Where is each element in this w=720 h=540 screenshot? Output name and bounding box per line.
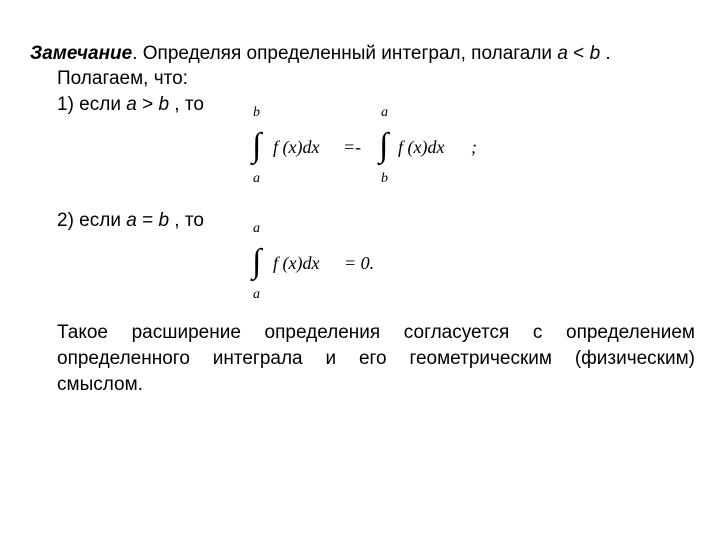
upper-limit-2: a: [381, 105, 388, 120]
remark-line: [30, 43, 611, 65]
remark-text: Определяя определенный интеграл, полагали: [137, 43, 558, 64]
case1-op: >: [136, 94, 159, 115]
lower-limit-2: b: [381, 171, 388, 186]
upper-limit: a: [253, 221, 260, 236]
semicolon: ;: [471, 137, 477, 157]
remark-title: Замечание: [30, 43, 133, 64]
integrand-rhs: f (x)dx: [398, 137, 445, 157]
assume-line: Полагаем, что:: [57, 68, 188, 89]
integral-sign: ∫: [252, 243, 262, 280]
cond-end: .: [600, 43, 611, 64]
equals-zero: = 0.: [344, 253, 375, 273]
equals-minus: =-: [343, 137, 362, 157]
integral-sign-2: ∫: [379, 127, 389, 164]
case1-prefix: 1) если: [57, 94, 127, 115]
formula-case2: [240, 221, 420, 306]
case2-op: =: [136, 210, 159, 231]
case1-suffix: , то: [169, 94, 204, 115]
formula-case1: [240, 105, 500, 190]
cond-b: b: [589, 43, 601, 64]
case2-a: a: [126, 210, 137, 231]
cond-a: a: [557, 43, 568, 64]
case1-line: [57, 94, 204, 116]
integrand: f (x)dx: [273, 253, 320, 273]
case1-b: b: [158, 94, 170, 115]
integrand-lhs: f (x)dx: [273, 137, 320, 157]
case2-b: b: [158, 210, 170, 231]
lower-limit-1: a: [253, 171, 260, 186]
upper-limit-1: b: [253, 105, 260, 120]
remark-dot: .: [132, 43, 138, 64]
cond-lt: <: [567, 43, 590, 64]
case2-suffix: , то: [169, 210, 204, 231]
conclusion-paragraph: Такое расширение определения согласуется с определением определенного интеграла и его геометрическим (физическим) смыслом.: [57, 322, 695, 395]
integral-sign-1: ∫: [252, 127, 262, 164]
lower-limit: a: [253, 287, 260, 302]
case2-prefix: 2) если: [57, 210, 127, 231]
case1-a: a: [126, 94, 137, 115]
case2-line: [57, 210, 204, 232]
